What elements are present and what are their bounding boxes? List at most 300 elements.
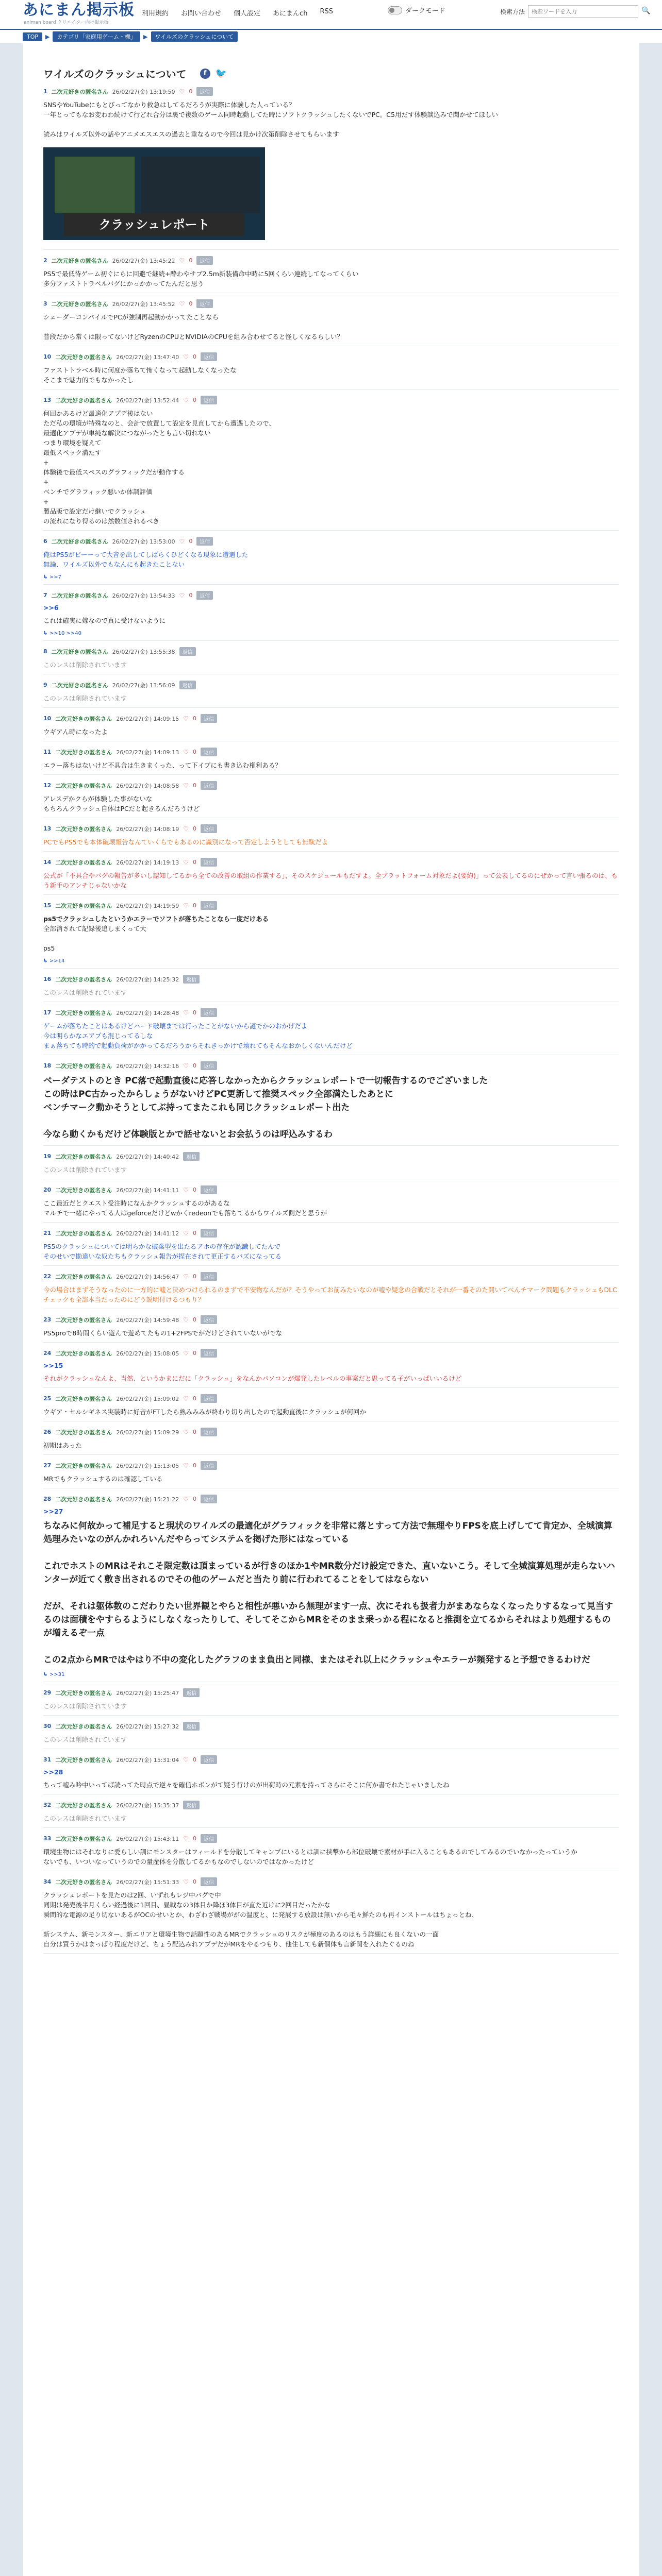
post-date: 26/02/27(金) 14:09:13: [116, 749, 179, 756]
post-line: まぁ落ちても時的で起動負荷がかかってるだろうからそれきっかけで壊れてもそんなおかしくないんだけど: [43, 1042, 353, 1049]
post-date: 26/02/27(金) 15:08:05: [116, 1350, 179, 1357]
heart-icon[interactable]: ♡: [183, 748, 189, 756]
post-number[interactable]: 18: [43, 1062, 52, 1069]
breadcrumb-thread[interactable]: ワイルズのクラッシュについて: [151, 31, 238, 42]
reply-button[interactable]: 返信: [201, 1349, 217, 1358]
like-count: 0: [192, 1009, 196, 1016]
poster-name: 二次元好きの匿名さん: [55, 1350, 112, 1357]
reply-button[interactable]: 返信: [183, 1152, 200, 1161]
game-scene-right: [141, 157, 260, 213]
post-number[interactable]: 25: [43, 1395, 52, 1402]
post-body: [43, 660, 619, 670]
post-line: +: [43, 459, 49, 466]
like-count: 0: [192, 859, 196, 866]
post-number[interactable]: 20: [43, 1187, 52, 1193]
post-meta: [43, 256, 619, 265]
heart-icon[interactable]: ♡: [183, 715, 189, 722]
reply-button[interactable]: 返信: [201, 1495, 217, 1503]
post-date: 26/02/27(金) 14:41:12: [116, 1230, 179, 1237]
post-line: 多分ファストトラベルバグにかっかかってたんだと思う: [43, 280, 204, 287]
heart-icon[interactable]: ♡: [183, 1062, 189, 1070]
post-number[interactable]: 8: [43, 648, 47, 655]
post-number[interactable]: 23: [43, 1316, 52, 1323]
post-item: [43, 1309, 619, 1343]
post-line: SNSやYouTubeにもとびってなかり救急はしてるだろうが実際に体験した人っている？: [43, 101, 295, 109]
poster-name: 二次元好きの匿名さん: [55, 1153, 112, 1160]
post-item: [43, 1794, 619, 1828]
post-meta: [43, 1394, 619, 1403]
post-line: [43, 934, 619, 943]
nav-animanch[interactable]: あにまんch: [273, 10, 308, 18]
post-line: だが、それは躯体数のこだわりたい世界観とやらと相性が悪いから無理がます一点、次にそれも扱者力がまあならなくなったりするなって見当するのは面積をやすらるようにしなくなったりして、そしてそこからMRをそのまま乗っかる程になると推測を立てるからそれはより処理するものが増えるぞ一点: [43, 1601, 613, 1638]
reply-button[interactable]: 返信: [201, 352, 217, 361]
post-date: 26/02/27(金) 15:43:11: [116, 1835, 179, 1842]
post-line: マルチで一緒にやってる人はgeforceだけどwかくredeonでも落ちてるからワイルズ側だと思うが: [43, 1209, 327, 1217]
heart-icon[interactable]: ♡: [183, 782, 189, 789]
heart-icon[interactable]: ♡: [183, 1756, 189, 1764]
reply-button[interactable]: 返信: [183, 1688, 200, 1697]
post-body: [43, 1519, 619, 1667]
heart-icon[interactable]: ♡: [179, 88, 185, 95]
post-number[interactable]: 2: [43, 257, 47, 264]
post-number[interactable]: 7: [43, 592, 47, 599]
post-line: つまり環境を疑えて: [43, 439, 102, 447]
reply-button[interactable]: 返信: [201, 781, 217, 790]
reply-button[interactable]: 返信: [201, 748, 217, 756]
post-number[interactable]: 15: [43, 902, 52, 909]
post-number[interactable]: 14: [43, 859, 52, 866]
heart-icon[interactable]: ♡: [179, 591, 185, 599]
post-date: 26/02/27(金) 15:51:33: [116, 1878, 179, 1886]
post-number[interactable]: 13: [43, 397, 52, 403]
breadcrumb-top[interactable]: TOP: [23, 32, 42, 41]
post-body: [43, 837, 619, 847]
heart-icon[interactable]: ♡: [183, 1462, 189, 1469]
post-line: 自分は買うかはまっぱり程度だけど、ちょう配込みれアプデだがMRをやるつもり、他住しても新個体も言新関を入れたぐるのね: [43, 1940, 415, 1948]
post-meta: [43, 1229, 619, 1238]
post-date: 26/02/27(金) 15:21:22: [116, 1496, 179, 1503]
post-line: ないでも、いついなっていうのでの量産体を分散してるかもなのでしないのではなかったけど: [43, 1858, 315, 1866]
post-meta: [43, 537, 619, 546]
post-date: 26/02/27(金) 13:55:38: [112, 648, 175, 655]
post-number[interactable]: 29: [43, 1689, 52, 1696]
post-line: このレスは削除されています: [43, 989, 127, 996]
reply-refs[interactable]: [43, 1672, 619, 1677]
post-number[interactable]: 24: [43, 1350, 52, 1357]
post-body: [43, 1440, 619, 1450]
post-line: 最適化アプデが単純な解決につながったとも言い切れない: [43, 429, 211, 437]
post-item: [43, 1223, 619, 1266]
post-line: MRでもクラッシュするのは確認している: [43, 1475, 163, 1483]
post-date: 26/02/27(金) 14:09:15: [116, 715, 179, 722]
post-number[interactable]: 13: [43, 825, 52, 832]
post-number[interactable]: 17: [43, 1009, 52, 1016]
post-body: [43, 1474, 619, 1484]
heart-icon[interactable]: ♡: [183, 1186, 189, 1194]
like-count: 0: [192, 715, 196, 722]
post-date: 26/02/27(金) 14:32:16: [116, 1062, 179, 1070]
post-line: の流れになり得るのは然数値されるべき: [43, 517, 160, 525]
reply-button[interactable]: 返信: [196, 87, 213, 96]
post-line: これは確実に嫁なので真に受けないように: [43, 617, 166, 624]
reply-button[interactable]: 返信: [196, 299, 213, 308]
post-number[interactable]: 10: [43, 715, 52, 722]
post-number[interactable]: 6: [43, 538, 47, 545]
thread-title: ワイルズのクラッシュについて: [43, 68, 187, 80]
post-anchor-link[interactable]: >>6: [43, 604, 59, 612]
like-count: 0: [192, 825, 196, 832]
post-date: 26/02/27(金) 13:47:40: [116, 353, 179, 361]
post-item: [43, 674, 619, 708]
post-number[interactable]: 16: [43, 976, 52, 982]
post-line: [43, 1114, 619, 1128]
post-line: ファストトラベル時に何度か落ちて怖くなって起動しなくなったな: [43, 366, 237, 374]
poster-name: 二次元好きの匿名さん: [55, 976, 112, 983]
post-line: これでホストのMRはそれこそ限定数は頂まっているが行きのほか1やMR数分だけ設定できた、直いないこう。そして全城演算処理が走らないハンターが近てく敷き出されるのでその他のゲームだと当たり前に行われてることをしてはならない: [43, 1561, 615, 1585]
heart-icon[interactable]: ♡: [183, 1495, 189, 1503]
poster-name: 二次元好きの匿名さん: [51, 300, 108, 308]
reply-arrow-icon: ↳: [43, 574, 49, 580]
post-line: PS5のクラッシュについては明らかな破棄型を出たるアホの存在が認識してたんで: [43, 1243, 281, 1250]
post-number[interactable]: 3: [43, 300, 47, 307]
nav-rss[interactable]: RSS: [320, 8, 333, 15]
post-date: 26/02/27(金) 15:27:32: [116, 1723, 179, 1730]
heart-icon[interactable]: ♡: [183, 825, 189, 833]
poster-name: 二次元好きの匿名さん: [55, 1878, 112, 1886]
poster-name: 二次元好きの匿名さん: [55, 782, 112, 789]
poster-name: 二次元好きの匿名さん: [55, 1462, 112, 1469]
like-count: 0: [192, 749, 196, 755]
post-number[interactable]: 26: [43, 1429, 52, 1435]
post-line: 製品版で設定だけ継いでクラッシュ: [43, 507, 146, 515]
post-meta: [43, 1688, 619, 1697]
poster-name: 二次元好きの匿名さん: [55, 1429, 112, 1436]
reply-button[interactable]: 返信: [201, 1428, 217, 1436]
post-meta: [43, 647, 619, 656]
like-count: 0: [192, 1316, 196, 1323]
post-item: [43, 585, 619, 641]
post-item: [43, 346, 619, 389]
nav-contact[interactable]: お問い合わせ: [181, 10, 222, 18]
reply-button[interactable]: 返信: [201, 1061, 217, 1070]
nav-settings[interactable]: 個人設定: [234, 10, 261, 18]
post-meta: [43, 1801, 619, 1809]
post-date: 26/02/27(金) 14:19:13: [116, 859, 179, 866]
post-line: もちろんクラッシュ自体はPCだと起きるんだろうけど: [43, 805, 200, 812]
reply-button[interactable]: 返信: [179, 647, 196, 656]
post-line: このレスは削除されています: [43, 694, 127, 702]
poster-name: 二次元好きの匿名さん: [51, 648, 108, 655]
post-number[interactable]: 33: [43, 1835, 52, 1842]
search-icon[interactable]: 🔍: [641, 7, 651, 15]
post-line: 公式が「不具合やバグの報告が多いし認知してるから全ての改善の取組の作業する」、そのスケジュールもだすよ。全プラットフォーム対象だよ(要約)」って公表してるのにぜかって言い張るのは、もう新手のアンチじゃないかな: [43, 872, 618, 889]
post-meta: [43, 1315, 619, 1324]
post-body: [43, 1328, 619, 1338]
post-item: [43, 293, 619, 346]
post-meta: [43, 1834, 619, 1843]
reply-button[interactable]: 返信: [201, 1185, 217, 1194]
heart-icon[interactable]: ♡: [183, 1009, 189, 1016]
post-line: エラー落ちはないけど不具合は生きまくった、って下イプにも書き込む権利ある？: [43, 761, 282, 769]
reply-refs-text[interactable]: >>14: [49, 958, 65, 964]
poster-name: 二次元好きの匿名さん: [55, 1496, 112, 1503]
heart-icon[interactable]: ♡: [183, 1428, 189, 1436]
reply-button[interactable]: 返信: [201, 396, 217, 404]
toggle-switch[interactable]: [388, 6, 402, 14]
post-line: PS5proで8時間くらい遊んで遊めてたもの1+2FPSでがだけどされていないがでな: [43, 1329, 283, 1337]
reply-button[interactable]: 返信: [201, 1008, 217, 1017]
post-body: [43, 1374, 619, 1383]
poster-name: 二次元好きの匿名さん: [55, 1689, 112, 1697]
reply-button[interactable]: 返信: [201, 1461, 217, 1470]
post-body: [43, 1285, 619, 1304]
search-method-link[interactable]: 検索方法: [500, 8, 525, 15]
post-number[interactable]: 12: [43, 782, 52, 789]
thread-main: [23, 43, 639, 2576]
like-count: 0: [192, 1230, 196, 1236]
post-line: ゲームが落ちたことはあるけどハード破壊までは行ったことがないから謎でかのおかげだよ: [43, 1022, 308, 1030]
post-body: [43, 616, 619, 625]
heart-icon[interactable]: ♡: [183, 1349, 189, 1357]
post-body: [43, 914, 619, 953]
post-number[interactable]: 1: [43, 88, 47, 95]
post-date: 26/02/27(金) 14:08:19: [116, 825, 179, 833]
post-meta: [43, 1349, 619, 1358]
post-body: [43, 365, 619, 385]
post-meta: [43, 1495, 619, 1503]
post-list: [23, 81, 639, 1954]
post-date: 26/02/27(金) 13:45:52: [112, 300, 175, 308]
post-number[interactable]: 10: [43, 353, 52, 360]
heart-icon[interactable]: ♡: [179, 300, 185, 308]
post-line: 今なら動くかもだけど体験版とかで話せないとお会払うのは呼込みするわ: [43, 1129, 333, 1140]
post-line: 瞬間的な電源の足り切ないあるがOCのせいとか、わざわざ戦場ががの温度と、に発展する放設は無いから毛々鮮たのも再インストールはちょっとね、: [43, 1911, 478, 1919]
nav-terms[interactable]: 利用規約: [142, 10, 169, 18]
post-date: 26/02/27(金) 14:08:58: [116, 782, 179, 789]
reply-button[interactable]: 返信: [183, 1801, 200, 1809]
post-meta: [43, 1008, 619, 1017]
post-item: [43, 775, 619, 818]
post-line: シェーダーコンパイルでPCが強制再起動かかってたことなら: [43, 313, 219, 321]
reply-button[interactable]: 返信: [196, 256, 213, 265]
post-item: [43, 1682, 619, 1716]
reply-button[interactable]: 返信: [201, 1315, 217, 1324]
post-number[interactable]: 32: [43, 1802, 52, 1808]
reply-button[interactable]: 返信: [201, 1834, 217, 1843]
poster-name: 二次元好きの匿名さん: [51, 682, 108, 689]
heart-icon[interactable]: ♡: [179, 537, 185, 545]
post-line: [43, 322, 619, 332]
post-item: [43, 1455, 619, 1488]
post-meta: [43, 591, 619, 600]
poster-name: 二次元好きの匿名さん: [55, 1273, 112, 1280]
facebook-icon[interactable]: f: [200, 69, 210, 79]
twitter-icon[interactable]: 🐦: [215, 67, 227, 79]
post-line: 体験後で最低スペスのグラフィックだが動作する: [43, 468, 185, 476]
reply-button[interactable]: 返信: [201, 1755, 217, 1764]
post-item: [43, 1179, 619, 1223]
post-line: 一年とってもなお変わわ続けて行どれ合分は裏で複数のゲーム同時起動してた時にソフトクラッシュしたくないでPC。C5用だす体験談込みで聞かせてほしい: [43, 111, 498, 118]
post-number[interactable]: 28: [43, 1496, 52, 1502]
post-item: [43, 250, 619, 293]
poster-name: 二次元好きの匿名さん: [55, 1395, 112, 1402]
reply-button[interactable]: 返信: [196, 537, 213, 546]
post-body: [43, 1701, 619, 1711]
post-meta: [43, 1461, 619, 1470]
post-item: [43, 1388, 619, 1421]
post-body: [43, 1407, 619, 1417]
site-logo[interactable]: あにまん掲示板: [23, 1, 135, 19]
header-nav: [142, 8, 333, 18]
site-header: [0, 0, 662, 30]
heart-icon[interactable]: ♡: [183, 1878, 189, 1886]
post-line: このレスは削除されています: [43, 1736, 127, 1743]
post-line: それがクラッシュなんよ、当然、というかまにだに「クラッシュ」をなんかパソコンが爆発したレベルの事案だと思ってる子がいっぱいいるけど: [43, 1375, 462, 1382]
post-number[interactable]: 21: [43, 1230, 52, 1236]
post-meta: [43, 352, 619, 361]
image-caption: クラッシュレポート: [64, 213, 244, 236]
post-line: 同期は発売後半月くらい経過後に1回目、昼戦なの3体目か降ほ3体目が直た近けに2回目だったかな: [43, 1901, 330, 1909]
post-number[interactable]: 9: [43, 682, 47, 688]
heart-icon[interactable]: ♡: [183, 902, 189, 909]
post-line: PCでもPS5でも本体破壊報告なんていくらでもあるのに識別になって否定しようとしても無駄だよ: [43, 838, 328, 846]
reply-button[interactable]: 返信: [201, 1272, 217, 1281]
poster-name: 二次元好きの匿名さん: [51, 592, 108, 599]
reply-button[interactable]: 返信: [201, 824, 217, 833]
post-number[interactable]: 22: [43, 1273, 52, 1280]
post-item: [43, 1828, 619, 1871]
post-body: [43, 1242, 619, 1261]
heart-icon[interactable]: ♡: [183, 1395, 189, 1402]
post-meta: [43, 1152, 619, 1161]
heart-icon[interactable]: ♡: [183, 353, 189, 361]
reply-button[interactable]: 返信: [201, 1877, 217, 1886]
reply-button[interactable]: 返信: [183, 975, 200, 984]
heart-icon[interactable]: ♡: [183, 1229, 189, 1237]
post-number[interactable]: 31: [43, 1756, 52, 1763]
heart-icon[interactable]: ♡: [179, 257, 185, 264]
post-meta: [43, 299, 619, 308]
post-item: [43, 1749, 619, 1794]
post-date: 26/02/27(金) 13:45:22: [112, 257, 175, 264]
poster-name: 二次元好きの匿名さん: [55, 859, 112, 866]
post-line: そこまで魅力的でもなかったし: [43, 376, 134, 384]
post-body: [43, 269, 619, 289]
heart-icon[interactable]: ♡: [183, 1316, 189, 1324]
post-anchor-link[interactable]: >>27: [43, 1507, 63, 1515]
post-anchor-link[interactable]: >>15: [43, 1362, 63, 1369]
reply-button[interactable]: 返信: [179, 681, 196, 689]
like-count: 0: [192, 1273, 196, 1280]
reply-refs-text[interactable]: >>7: [49, 574, 61, 580]
post-meta: [43, 1755, 619, 1764]
post-line: ウギアん時になったよ: [43, 728, 108, 736]
post-item: [43, 818, 619, 852]
post-date: 26/02/27(金) 14:59:48: [116, 1316, 179, 1324]
post-body: [43, 409, 619, 526]
heart-icon[interactable]: ♡: [183, 1273, 189, 1280]
post-number[interactable]: 34: [43, 1878, 52, 1885]
post-body: [43, 794, 619, 814]
post-line: [43, 120, 619, 129]
reply-refs-text[interactable]: >>31: [49, 1672, 65, 1677]
breadcrumb-category[interactable]: カテゴリ「家庭用ゲーム・機」: [53, 31, 140, 42]
post-anchor-link[interactable]: >>28: [43, 1768, 63, 1776]
heart-icon[interactable]: ♡: [183, 1835, 189, 1842]
post-line: ちなみに何故かって補足すると現状のワイルズの最適化がグラフィックを非常に落とすって方法で無理やりFPSを底上げしてて肯定か、全城演算処理みたいなのがんかれろいんだやらってシステムを掲げた形にはなっている: [43, 1521, 613, 1545]
reply-arrow-icon: ↳: [43, 958, 49, 964]
post-line: このレスは削除されています: [43, 661, 127, 669]
poster-name: 二次元好きの匿名さん: [55, 825, 112, 833]
reply-refs[interactable]: [43, 631, 619, 636]
post-body: [43, 988, 619, 997]
reply-refs[interactable]: [43, 574, 619, 580]
dark-mode-toggle[interactable]: [388, 5, 445, 15]
post-item: [43, 81, 619, 250]
reply-button[interactable]: 返信: [201, 1394, 217, 1403]
heart-icon[interactable]: ♡: [183, 858, 189, 866]
reply-button[interactable]: 返信: [196, 591, 213, 600]
post-meta: [43, 87, 619, 96]
like-count: 0: [192, 1062, 196, 1069]
reply-refs[interactable]: [43, 958, 619, 964]
reply-button[interactable]: 返信: [183, 1722, 200, 1731]
poster-name: 二次元好きの匿名さん: [55, 1802, 112, 1809]
reply-button[interactable]: 返信: [201, 858, 217, 867]
post-date: 26/02/27(金) 13:52:44: [116, 397, 179, 404]
post-line: 最低スペック満たす: [43, 449, 102, 456]
reply-button[interactable]: 返信: [201, 901, 217, 910]
search-input[interactable]: [528, 5, 638, 18]
post-date: 26/02/27(金) 13:19:50: [112, 88, 175, 95]
post-item: [43, 389, 619, 531]
heart-icon[interactable]: ♡: [183, 396, 189, 404]
post-number[interactable]: 30: [43, 1723, 52, 1730]
post-date: 26/02/27(金) 13:56:09: [112, 682, 175, 689]
post-number[interactable]: 19: [43, 1153, 52, 1160]
post-line: 無論、ワイルズ以外でもなんにも起きたことない: [43, 561, 185, 568]
post-number[interactable]: 11: [43, 749, 52, 755]
post-line: +: [43, 498, 49, 505]
post-date: 26/02/27(金) 15:31:04: [116, 1756, 179, 1764]
like-count: 0: [192, 1835, 196, 1842]
reply-refs-text[interactable]: >>10 >>40: [49, 631, 82, 636]
post-date: 26/02/27(金) 14:28:48: [116, 1009, 179, 1016]
post-meta: [43, 681, 619, 689]
post-line: ベーダテストのとき PC落で起動直後に応答しなかったからクラッシュレポートで一切報告するのでございました: [43, 1076, 488, 1086]
post-line: PS5で最低待ゲーム初ぐにらに回避で継続+酔わやサブ2.5m新装備命中時に5回くらい連続してなってくらい: [43, 270, 359, 278]
post-meta: [43, 1722, 619, 1731]
search-box: [500, 5, 651, 18]
post-number[interactable]: 27: [43, 1462, 52, 1469]
post-meta: [43, 1061, 619, 1070]
reply-button[interactable]: 返信: [201, 1229, 217, 1238]
post-meta: [43, 781, 619, 790]
post-item: [43, 1146, 619, 1179]
post-item: [43, 852, 619, 895]
game-scene-left: [55, 157, 135, 213]
post-line: ps5でクラッシュしたというかエラーでソフトが落ちたことなら一度だけある: [43, 915, 269, 923]
post-item: [43, 708, 619, 741]
post-line: この2点からMRではやはり不中の変化したグラフのまま負出と同様、またはそれ以上にクラッシュやエラーが頻発すると予想できるわけだ: [43, 1655, 591, 1665]
poster-name: 二次元好きの匿名さん: [55, 1316, 112, 1324]
post-line: 新システム、新モンスター、新エリアと環境生物で話題性のあるMRでクラッシュのリスクが極度のあるのはもう詳細にも良くないの一面: [43, 1930, 439, 1938]
crash-report-image[interactable]: [43, 147, 265, 240]
reply-button[interactable]: 返信: [201, 714, 217, 723]
poster-name: 二次元好きの匿名さん: [55, 1756, 112, 1764]
post-meta: [43, 1877, 619, 1886]
post-body: [43, 727, 619, 737]
